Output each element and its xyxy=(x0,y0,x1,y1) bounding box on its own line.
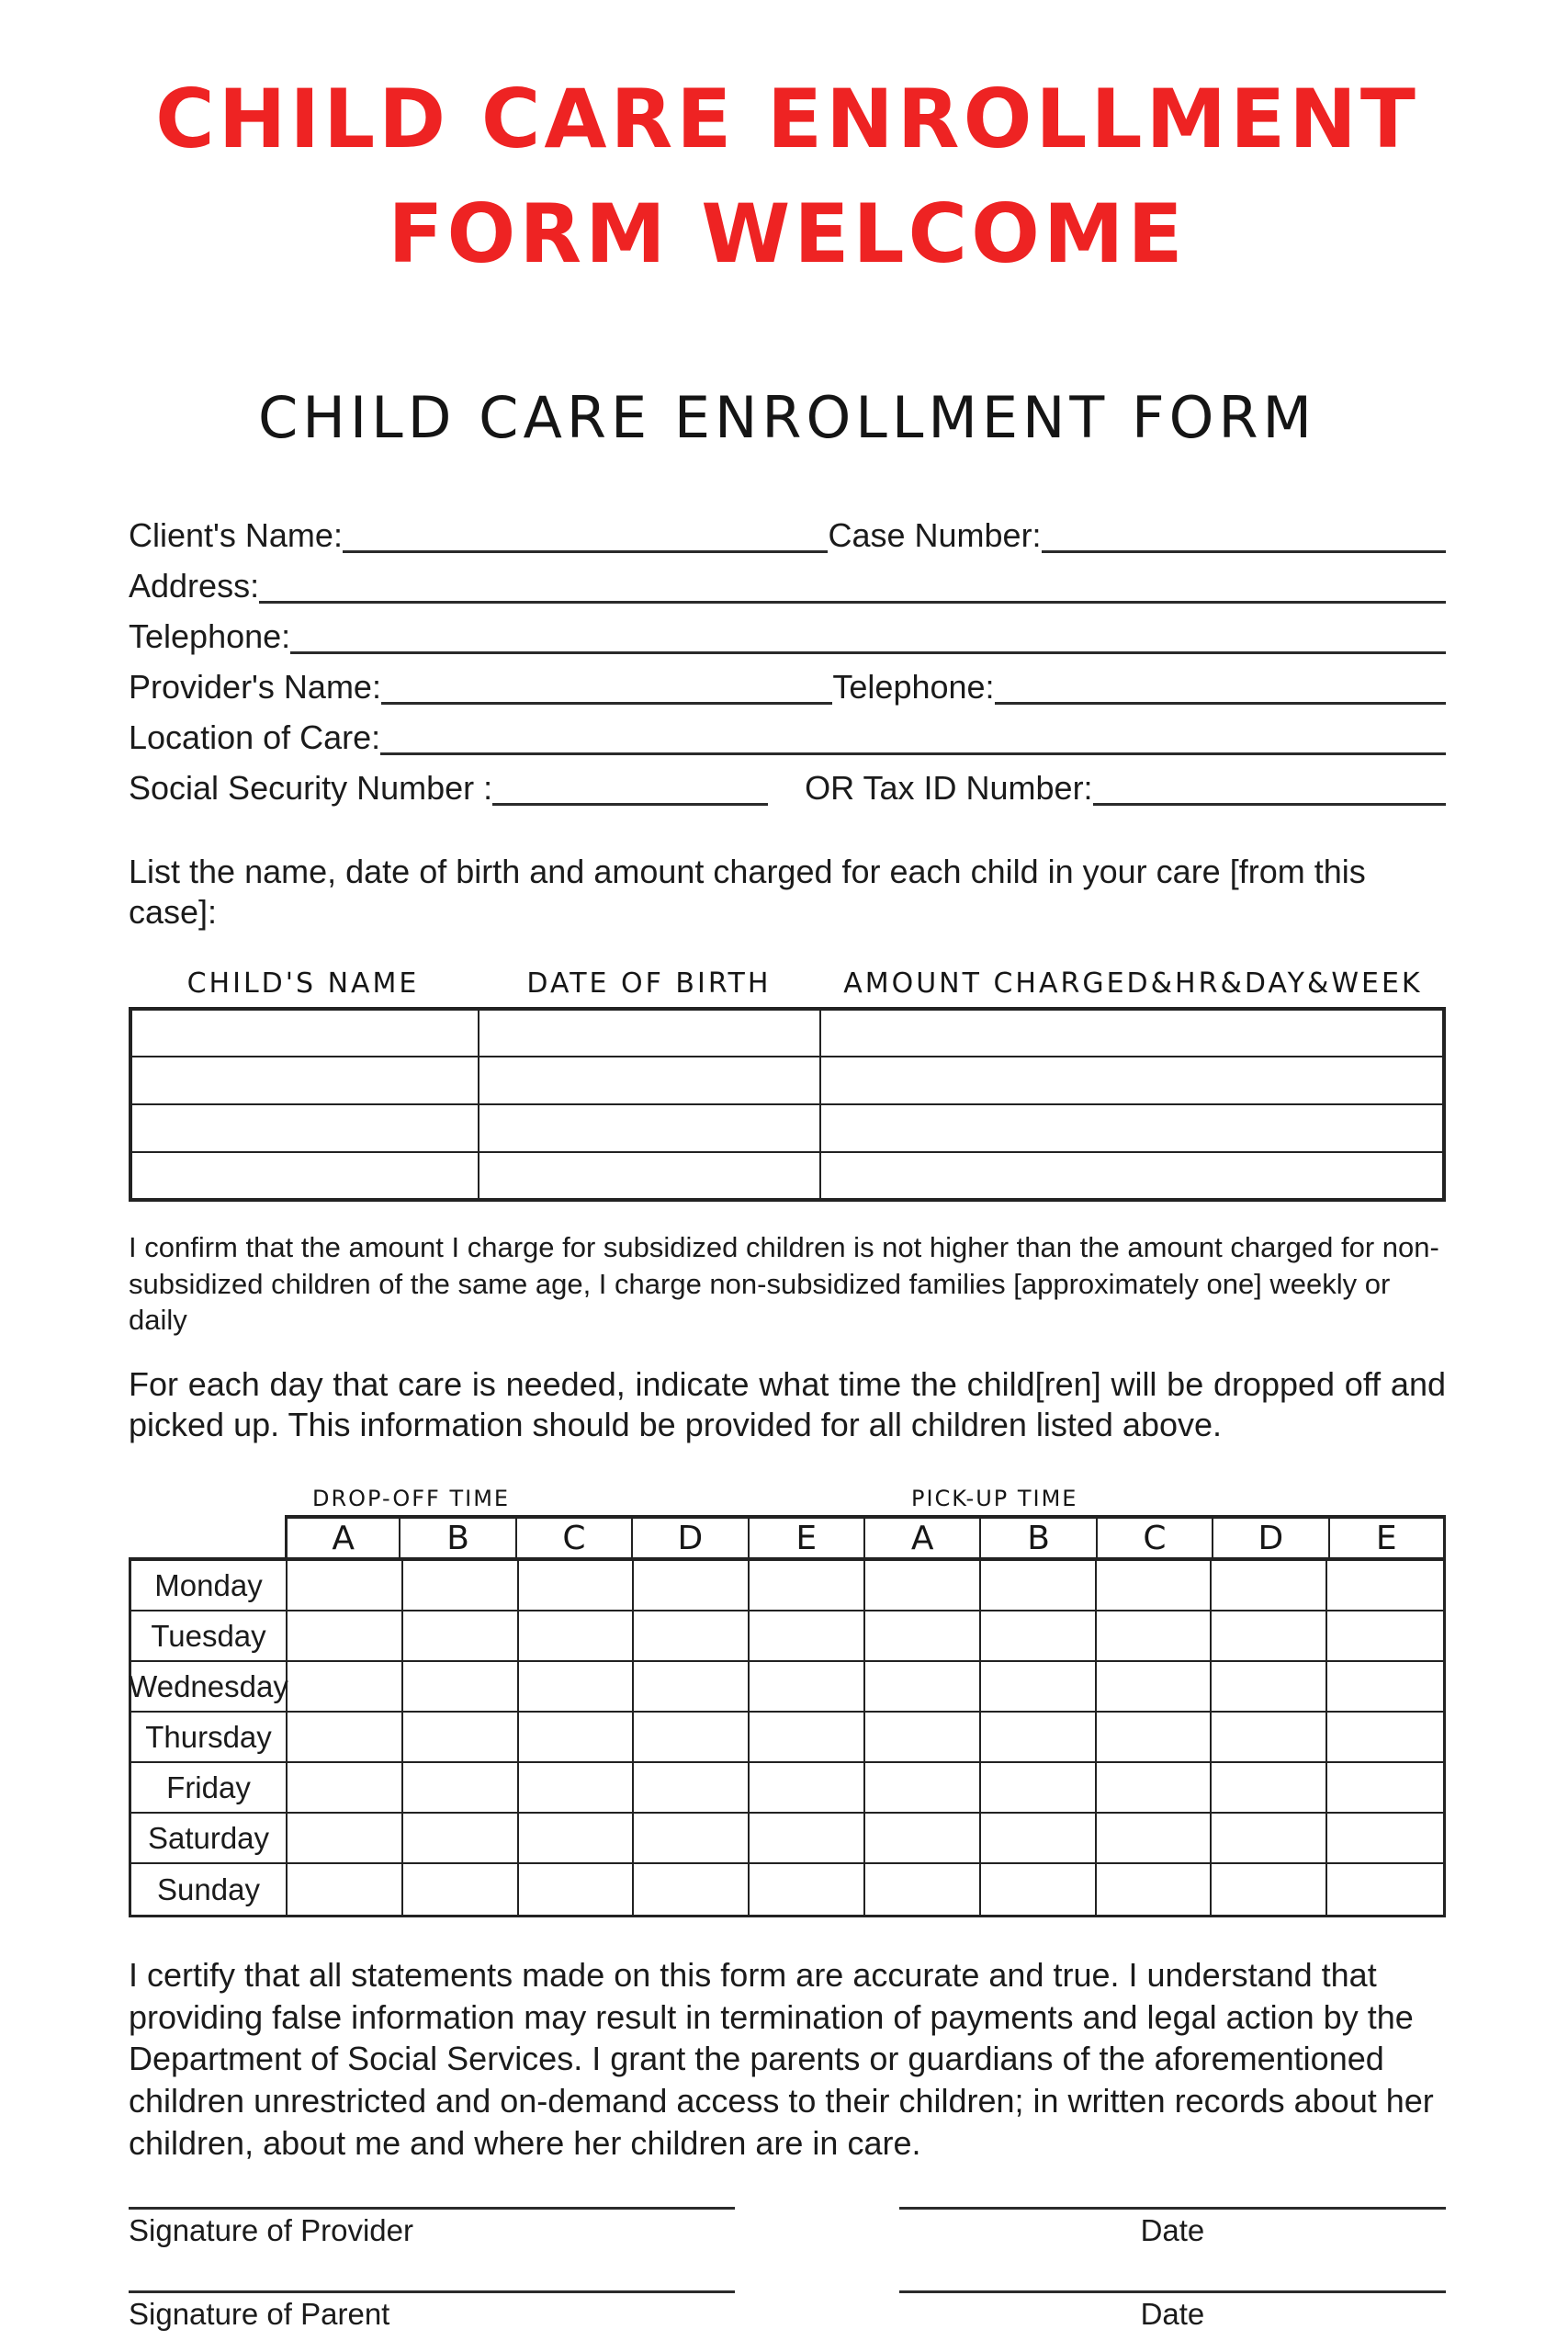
child-table-cell xyxy=(820,1057,1444,1104)
schedule-time-cell xyxy=(750,1561,865,1611)
list-children-instruction: List the name, date of birth and amount charged for each child in your care [from this case]: xyxy=(129,852,1366,932)
child-table-headers xyxy=(129,967,1446,1000)
address-label: Address: xyxy=(129,567,260,605)
child-table-row xyxy=(130,1152,1444,1200)
schedule-time-cell xyxy=(1097,1611,1213,1662)
schedule-day-label: Sunday xyxy=(131,1864,288,1915)
tax-id-blank-line xyxy=(1093,767,1446,806)
schedule-time-cell xyxy=(1097,1864,1213,1915)
child-table-row xyxy=(130,1057,1444,1104)
schedule-time-cell xyxy=(403,1763,519,1814)
provider-signature-row xyxy=(129,2207,1446,2248)
schedule-time-cell xyxy=(1097,1814,1213,1864)
schedule-time-cell xyxy=(1327,1864,1443,1915)
schedule-day-label: Tuesday xyxy=(131,1611,288,1662)
schedule-column-header: A xyxy=(865,1515,981,1557)
provider-date-label: Date xyxy=(1140,2212,1205,2247)
schedule-time-cell xyxy=(1097,1662,1213,1713)
schedule-column-header: C xyxy=(517,1515,633,1557)
provider-date-line xyxy=(899,2207,1446,2210)
dropoff-time-label: DROP-OFF TIME xyxy=(312,1486,511,1512)
schedule-time-cell xyxy=(981,1864,1097,1915)
ssn-blank-line xyxy=(492,767,768,806)
schedule-time-cell xyxy=(750,1763,865,1814)
child-table-cell xyxy=(479,1057,820,1104)
child-table-cell xyxy=(130,1057,479,1104)
parent-signature-label: Signature of Parent xyxy=(129,2296,390,2331)
schedule-time-cell xyxy=(865,1611,981,1662)
schedule-time-cell xyxy=(1212,1864,1327,1915)
schedule-time-cell xyxy=(634,1713,750,1763)
schedule-time-cell xyxy=(981,1561,1097,1611)
schedule-time-cell xyxy=(865,1763,981,1814)
providers-name-blank-line xyxy=(381,666,832,705)
provider-telephone-blank-line xyxy=(995,666,1446,705)
child-table-cell xyxy=(130,1104,479,1152)
schedule-time-cell xyxy=(1327,1561,1443,1611)
parent-date-line xyxy=(899,2290,1446,2293)
schedule-time-cell xyxy=(519,1864,635,1915)
schedule-time-cell xyxy=(519,1814,635,1864)
field-row-address xyxy=(129,553,1446,604)
telephone-label: Telephone: xyxy=(129,617,291,656)
schedule-time-cell xyxy=(1212,1814,1327,1864)
child-table-cell xyxy=(820,1104,1444,1152)
schedule-time-cell xyxy=(1327,1814,1443,1864)
schedule-time-cell xyxy=(981,1662,1097,1713)
schedule-time-cell xyxy=(288,1611,403,1662)
schedule-column-header: A xyxy=(285,1515,400,1557)
schedule-time-cell xyxy=(981,1763,1097,1814)
schedule-time-cell xyxy=(634,1864,750,1915)
certification-statement: I certify that all statements made on this form are accurate and true. I understand that providing false information may result in termination of payments and legal action by the Department of Social Services. I grant the parents or guardians of the aforementioned children unrestricted and on-demand access to their children; in written records about her children, about me and where her children are in care. xyxy=(129,1956,1434,2162)
schedule-time-cell xyxy=(403,1561,519,1611)
schedule-column-header: B xyxy=(400,1515,516,1557)
date-of-birth-column-header: DATE OF BIRTH xyxy=(526,967,772,1001)
schedule-section xyxy=(129,1484,1446,1917)
schedule-column-header: E xyxy=(750,1515,865,1557)
child-table-row xyxy=(130,1104,1444,1152)
schedule-time-cell xyxy=(750,1662,865,1713)
parent-signature-area xyxy=(129,2290,735,2332)
schedule-column-header: E xyxy=(1330,1515,1446,1557)
schedule-time-cell xyxy=(1327,1662,1443,1713)
pickup-time-label: PICK-UP TIME xyxy=(911,1486,1078,1512)
provider-signature-label: Signature of Provider xyxy=(129,2212,414,2247)
location-of-care-blank-line xyxy=(380,717,1446,755)
schedule-time-cell xyxy=(519,1611,635,1662)
confirm-statement: I confirm that the amount I charge for subsidized children is not higher than the amount charged for non-subsidized children of the same age, I charge non-subsidized families [approximately one] weekly or daily xyxy=(129,1231,1439,1337)
schedule-column-header: D xyxy=(633,1515,749,1557)
page-title-line1: CHILD CARE ENROLLMENT xyxy=(155,72,1419,166)
child-table-cell xyxy=(130,1009,479,1057)
schedule-time-cell xyxy=(403,1611,519,1662)
schedule-time-cell xyxy=(1097,1763,1213,1814)
child-table-cell xyxy=(820,1152,1444,1200)
schedule-time-cell xyxy=(634,1561,750,1611)
tax-id-label: OR Tax ID Number: xyxy=(805,769,1093,808)
schedule-time-cell xyxy=(519,1713,635,1763)
schedule-time-cell xyxy=(981,1611,1097,1662)
schedule-day-label: Thursday xyxy=(131,1713,288,1763)
providers-name-label: Provider's Name: xyxy=(129,668,381,707)
amount-charged-column-header: AMOUNT CHARGED&HR&DAY&WEEK xyxy=(843,967,1423,1001)
form-fields xyxy=(129,503,1446,806)
schedule-section-labels xyxy=(129,1484,1446,1515)
schedule-time-cell xyxy=(1212,1611,1327,1662)
schedule-header-row xyxy=(129,1515,1446,1557)
telephone-blank-line xyxy=(290,616,1446,654)
child-table-cell xyxy=(479,1104,820,1152)
schedule-day-label: Saturday xyxy=(131,1814,288,1864)
clients-name-blank-line xyxy=(343,514,829,553)
provider-date-area xyxy=(899,2207,1446,2248)
schedule-time-cell xyxy=(403,1814,519,1864)
schedule-day-label: Friday xyxy=(131,1763,288,1814)
schedule-time-cell xyxy=(1212,1561,1327,1611)
address-blank-line xyxy=(259,565,1446,604)
schedule-time-cell xyxy=(519,1662,635,1713)
schedule-time-cell xyxy=(519,1561,635,1611)
schedule-time-cell xyxy=(403,1864,519,1915)
schedule-time-cell xyxy=(865,1561,981,1611)
schedule-time-cell xyxy=(750,1864,865,1915)
child-table-cell xyxy=(820,1009,1444,1057)
schedule-time-cell xyxy=(403,1662,519,1713)
schedule-time-cell xyxy=(634,1611,750,1662)
schedule-time-cell xyxy=(981,1814,1097,1864)
page-title xyxy=(83,62,1492,292)
schedule-time-cell xyxy=(288,1814,403,1864)
schedule-time-cell xyxy=(1097,1713,1213,1763)
signature-section xyxy=(129,2207,1446,2332)
schedule-time-cell xyxy=(634,1814,750,1864)
provider-signature-line xyxy=(129,2207,735,2210)
field-row-client-case xyxy=(129,503,1446,553)
schedule-time-cell xyxy=(750,1611,865,1662)
field-row-location xyxy=(129,705,1446,755)
parent-date-area xyxy=(899,2290,1446,2332)
schedule-instruction: For each day that care is needed, indicate what time the child[ren] will be dropped off and picked up. This information should be provided for all children listed above. xyxy=(129,1364,1446,1443)
schedule-time-cell xyxy=(865,1713,981,1763)
schedule-time-cell xyxy=(1327,1763,1443,1814)
schedule-time-cell xyxy=(865,1864,981,1915)
schedule-time-cell xyxy=(1327,1713,1443,1763)
schedule-time-cell xyxy=(634,1662,750,1713)
schedule-column-header: C xyxy=(1098,1515,1213,1557)
schedule-day-label: Wednesday xyxy=(131,1662,288,1713)
schedule-time-cell xyxy=(519,1763,635,1814)
schedule-time-cell xyxy=(288,1713,403,1763)
case-number-blank-line xyxy=(1042,514,1446,553)
schedule-grid xyxy=(129,1557,1446,1917)
schedule-time-cell xyxy=(403,1713,519,1763)
schedule-time-cell xyxy=(865,1814,981,1864)
childs-name-column-header: CHILD'S NAME xyxy=(186,967,420,1001)
schedule-time-cell xyxy=(1212,1662,1327,1713)
schedule-time-cell xyxy=(1097,1561,1213,1611)
schedule-time-cell xyxy=(634,1763,750,1814)
schedule-time-cell xyxy=(750,1814,865,1864)
schedule-time-cell xyxy=(1212,1763,1327,1814)
child-table xyxy=(129,1007,1446,1202)
schedule-time-cell xyxy=(288,1561,403,1611)
child-table-cell xyxy=(479,1152,820,1200)
parent-date-label: Date xyxy=(1140,2296,1205,2331)
schedule-day-label: Monday xyxy=(131,1561,288,1611)
schedule-column-header: D xyxy=(1213,1515,1329,1557)
schedule-time-cell xyxy=(981,1713,1097,1763)
parent-signature-line xyxy=(129,2290,735,2293)
clients-name-label: Client's Name: xyxy=(129,516,343,555)
schedule-time-cell xyxy=(750,1713,865,1763)
field-row-ssn-taxid xyxy=(129,755,1446,806)
provider-signature-area xyxy=(129,2207,735,2248)
child-table-cell xyxy=(130,1152,479,1200)
schedule-time-cell xyxy=(865,1662,981,1713)
child-table-row xyxy=(130,1009,1444,1057)
schedule-time-cell xyxy=(288,1662,403,1713)
page-title-line2: FORM WELCOME xyxy=(388,186,1187,281)
schedule-corner-blank xyxy=(129,1515,285,1557)
field-row-provider xyxy=(129,654,1446,705)
schedule-time-cell xyxy=(288,1763,403,1814)
location-of-care-label: Location of Care: xyxy=(129,718,381,757)
provider-telephone-label: Telephone: xyxy=(832,668,995,707)
form-title: CHILD CARE ENROLLMENT FORM xyxy=(257,383,1317,451)
schedule-time-cell xyxy=(1327,1611,1443,1662)
parent-signature-row xyxy=(129,2290,1446,2332)
ssn-label: Social Security Number : xyxy=(129,769,493,808)
field-row-telephone xyxy=(129,604,1446,654)
schedule-time-cell xyxy=(1212,1713,1327,1763)
case-number-label: Case Number: xyxy=(828,516,1042,555)
schedule-time-cell xyxy=(288,1864,403,1915)
child-table-cell xyxy=(479,1009,820,1057)
schedule-column-header: B xyxy=(981,1515,1097,1557)
